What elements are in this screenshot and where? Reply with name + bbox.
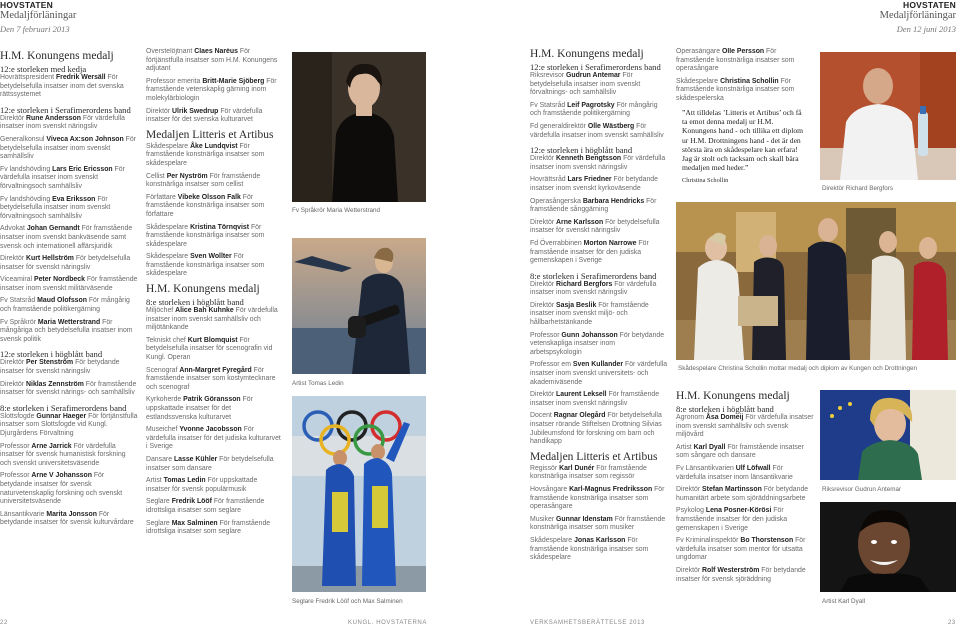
award-entry bbox=[530, 281, 668, 298]
recipient-name: Morton Narrowe bbox=[583, 239, 637, 247]
award-entry bbox=[530, 198, 668, 215]
award-motivation: För värdefulla insatser inom svenskt näringsliv bbox=[0, 114, 125, 131]
recipient-title: Professor em bbox=[530, 361, 571, 369]
recipient-title: Docent bbox=[530, 412, 552, 420]
recipient-title: Regissör bbox=[530, 464, 558, 472]
recipient-title: Fv landshövding bbox=[0, 165, 51, 173]
recipient-name: Max Salminen bbox=[171, 519, 218, 527]
text-column-1 bbox=[530, 48, 668, 612]
award-motivation: För framstående konstnärliga insatser som operasångare bbox=[676, 48, 795, 73]
recipient-title: Direktör bbox=[530, 155, 555, 163]
award-entry bbox=[676, 78, 814, 104]
award-entry bbox=[530, 123, 668, 140]
recipient-name: Olle Persson bbox=[721, 48, 765, 55]
award-entry bbox=[676, 567, 814, 584]
footer-publisher: KUNGL. HOVSTATERNA bbox=[348, 620, 427, 626]
award-motivation: För betydelsefulla insatser inom svenskt samhällsliv bbox=[0, 135, 136, 161]
award-entry bbox=[676, 537, 814, 563]
award-entry bbox=[0, 196, 138, 222]
award-entry bbox=[530, 486, 668, 512]
medal-class-heading: 12:e storleken i Serafimerordens band bbox=[0, 104, 131, 115]
caption-bergfors: Direktör Richard Bergfors bbox=[822, 185, 894, 192]
caption-ceremony: Skådespelare Christina Schollin mottar medalj och diplom av Kungen och Drottningen bbox=[678, 365, 918, 372]
recipient-name: Alice Bah Kuhnke bbox=[175, 307, 234, 315]
recipient-title: Direktör bbox=[530, 218, 555, 226]
award-motivation: För framstående konstnärliga insatser som skådespelare bbox=[146, 223, 265, 248]
recipient-name: Marita Jonsson bbox=[46, 510, 97, 518]
footer-page-number: 23 bbox=[948, 620, 956, 626]
recipient-name: Fredrik Lööf bbox=[171, 498, 212, 506]
schollin-quote bbox=[682, 108, 804, 184]
award-entry bbox=[146, 143, 282, 169]
header-date: Den 12 juni 2013 bbox=[896, 24, 956, 34]
award-motivation: För betydelsefulla insatser som dansare bbox=[146, 455, 274, 472]
footer-report-title: VERKSAMHETSBERÄTTELSE 2013 bbox=[530, 620, 645, 626]
recipient-title: Skådespelare bbox=[530, 536, 573, 544]
award-motivation: För framstående insatser för den judiska gemenskapen i Sverige bbox=[530, 239, 649, 265]
award-motivation: För framstående idrottsliga insatser som seglare bbox=[146, 498, 265, 514]
recipient-name: Niklas Zennström bbox=[26, 380, 84, 388]
recipient-name: Yvonne Jacobsson bbox=[179, 426, 242, 434]
recipient-title: Hovsångare bbox=[530, 485, 568, 493]
award-motivation: För framstående konstnärliga insatser som musiker bbox=[530, 515, 666, 532]
recipient-name: Rune Andersson bbox=[26, 114, 81, 122]
award-motivation: För framstående insatser som kostymtecknare och scenograf bbox=[146, 366, 276, 391]
recipient-title: Professor bbox=[0, 442, 30, 450]
award-motivation: För betydelsefulla insatser rörande Stiftelsen Drottning Silvias Jubileumsfond för forskning om barn och handikapp bbox=[530, 412, 662, 446]
caption-sailors: Seglare Fredrik Lööf och Max Salminen bbox=[292, 598, 403, 605]
award-entry bbox=[676, 48, 814, 74]
caption-antemar: Riksrevisor Gudrun Antemar bbox=[822, 486, 902, 493]
award-motivation: För framstående sånggärning bbox=[530, 197, 657, 214]
award-entry bbox=[0, 381, 138, 398]
award-entry bbox=[676, 444, 814, 461]
award-entry bbox=[0, 297, 138, 314]
award-entry bbox=[530, 391, 668, 408]
recipient-name: Lena Posner-Körösi bbox=[705, 507, 772, 515]
recipient-name: Laurent Leksell bbox=[556, 391, 607, 399]
award-motivation: För uppskattade insatser för svensk populärmusik bbox=[146, 477, 258, 493]
recipient-title: Fd generaldirektör bbox=[530, 122, 586, 130]
recipient-title: Hovrättspresident bbox=[0, 74, 55, 81]
award-motivation: För framstående konstnärliga insatser som skådespelare bbox=[146, 253, 265, 278]
recipient-name: Kristina Törnqvist bbox=[190, 223, 250, 231]
recipient-title: Direktör bbox=[676, 486, 701, 494]
award-motivation: För betydelsefulla insatser inom svenskt förvaltningsoch samhällsliv bbox=[0, 195, 111, 220]
recipient-title: Artist bbox=[146, 477, 162, 485]
award-motivation: För framstående insatser inom svenskt näringsliv bbox=[530, 391, 660, 407]
award-motivation: För värdefulla insatser inom svenskt näringsliv bbox=[530, 280, 657, 297]
recipient-title: Scenograf bbox=[146, 366, 178, 374]
award-motivation: För värdefulla insatser för svensk humanistisk forskning och svenskt universitetsväsende bbox=[0, 442, 126, 467]
recipient-title: Direktör bbox=[676, 566, 701, 574]
recipient-name: Fredrik Wersäll bbox=[55, 74, 106, 81]
award-entry bbox=[530, 176, 668, 193]
recipient-name: Gunnar Haeger bbox=[36, 412, 87, 420]
award-entry bbox=[146, 224, 282, 250]
award-motivation: För framstående konstnärliga insatser som skådespelerska bbox=[676, 77, 795, 102]
recipient-name: Per Nyström bbox=[166, 172, 208, 180]
recipient-name: Åsa Domeij bbox=[705, 414, 744, 421]
recipient-name: Ragnar Olegård bbox=[553, 412, 606, 420]
quote-author: Christina Schollin bbox=[682, 177, 729, 185]
award-entry bbox=[676, 507, 814, 533]
recipient-title: Agronom bbox=[676, 414, 704, 421]
recipient-title: Fv Statsråd bbox=[0, 297, 36, 305]
award-motivation: För framstående insatser som sångare och dansare bbox=[676, 443, 804, 460]
recipient-name: Sasja Beslik bbox=[556, 301, 597, 309]
award-entry bbox=[530, 465, 668, 482]
recipient-title: Psykolog bbox=[676, 507, 704, 515]
recipient-name: Arne Karlsson bbox=[556, 218, 604, 226]
recipient-title: Direktör bbox=[0, 255, 25, 263]
recipient-title: Direktör bbox=[530, 301, 555, 309]
recipient-title: Riksrevisor bbox=[530, 72, 565, 79]
recipient-title: Hovrättsråd bbox=[530, 176, 566, 184]
recipient-name: Sven Wollter bbox=[190, 253, 232, 261]
recipient-name: Stefan Martinsson bbox=[702, 486, 762, 494]
recipient-title: Artist bbox=[676, 443, 692, 451]
recipient-title: Direktör bbox=[530, 391, 555, 399]
award-entry bbox=[530, 332, 668, 358]
award-motivation: För värdefulla insatser för det judiska kulturarvet i Sverige bbox=[146, 426, 281, 451]
medal-class-heading: 12:e storleken i högblått band bbox=[0, 349, 103, 360]
recipient-name: Sven Kullander bbox=[572, 361, 624, 369]
recipient-name: Gunn Johansson bbox=[561, 331, 618, 339]
recipient-title: Skådespelare bbox=[146, 253, 189, 261]
recipient-title: Författare bbox=[146, 193, 176, 201]
recipient-name: Ulf Löfwall bbox=[735, 464, 771, 472]
award-entry bbox=[0, 136, 138, 162]
recipient-title: Direktör bbox=[0, 380, 25, 388]
award-entry bbox=[146, 307, 282, 333]
award-motivation: För betydelsefulla insatser för svenskt näringsliv bbox=[530, 218, 660, 235]
recipient-title: Länsantikvarie bbox=[0, 510, 45, 518]
footer-page-number: 22 bbox=[0, 620, 8, 626]
award-motivation: För mångårig och framstående politikergärning bbox=[0, 297, 130, 314]
recipient-name: Per Stenström bbox=[26, 359, 74, 367]
recipient-name: Arne V Johansson bbox=[31, 472, 92, 480]
award-motivation: För betydelsefulla insatser för svenskt näringsliv bbox=[0, 255, 131, 271]
header-subtitle: Medaljförläningar bbox=[879, 10, 956, 21]
award-entry bbox=[676, 414, 814, 440]
award-entry bbox=[0, 443, 138, 469]
recipient-name: Olle Wästberg bbox=[587, 122, 635, 130]
recipient-name: Ulrik Swedrup bbox=[172, 107, 219, 115]
recipient-name: Bo Thorstenson bbox=[740, 537, 794, 545]
award-motivation: För förtjänstfulla insatser som Slottsfogde vid Kungl. Djurgårdens Förvaltning bbox=[0, 412, 138, 437]
award-motivation: För framstående idrottsliga insatser som seglare bbox=[146, 519, 271, 536]
recipient-title: Fv landshövding bbox=[0, 195, 51, 203]
award-motivation: För värdefulla insatser inom svenskt näringsliv bbox=[530, 155, 666, 171]
award-motivation: För mångårig och framstående politikergärning bbox=[530, 101, 658, 118]
medal-class-heading: 12:e storleken i högblått band bbox=[530, 145, 633, 156]
award-motivation: För framstående konstnärliga insatser som cellist bbox=[146, 172, 261, 189]
medal-heading: H.M. Konungens medalj bbox=[146, 283, 260, 296]
recipient-name: Kurt Blomquist bbox=[187, 336, 238, 344]
recipient-title: Dansare bbox=[146, 455, 173, 463]
medal-class-heading: 8:e storleken i Serafimerordens band bbox=[0, 402, 127, 413]
recipient-name: Arne Jarrick bbox=[31, 442, 72, 450]
recipient-name: Kenneth Bengtsson bbox=[556, 155, 622, 163]
recipient-name: Gudrun Antemar bbox=[566, 72, 621, 79]
recipient-name: Viveca Ax:son Johnson bbox=[46, 135, 124, 143]
recipient-title: Generalkonsul bbox=[0, 135, 45, 143]
recipient-name: Gunnar Idenstam bbox=[556, 515, 613, 523]
recipient-name: Maria Wetterstrand bbox=[37, 318, 101, 326]
award-entry bbox=[0, 359, 138, 376]
award-motivation: För värdefulla insatser inom svenskt förvaltningsoch samhällsliv bbox=[0, 165, 125, 190]
award-entry bbox=[146, 367, 282, 393]
text-column-2-top bbox=[676, 48, 814, 104]
award-entry bbox=[146, 498, 282, 515]
recipient-title: Skådespelare bbox=[146, 223, 189, 231]
recipient-title: Operasångare bbox=[676, 48, 721, 55]
recipient-title: Cellist bbox=[146, 172, 165, 180]
award-entry bbox=[0, 255, 138, 272]
recipient-title: Musiker bbox=[530, 515, 555, 523]
award-entry bbox=[0, 319, 138, 345]
award-entry bbox=[146, 426, 282, 452]
award-entry bbox=[146, 520, 282, 537]
award-motivation: För framstående vetenskaplig gärning inom molekylärbiologin bbox=[146, 77, 277, 102]
award-motivation: För betydande insatser för svensk kulturvårdare bbox=[0, 510, 134, 527]
recipient-name: Britt-Marie Sjöberg bbox=[202, 77, 265, 85]
award-entry bbox=[530, 516, 668, 533]
award-motivation: För framstående insatser för svenskt närings- och samhällsliv bbox=[0, 380, 137, 397]
award-entry bbox=[676, 486, 814, 503]
bergfors-photo bbox=[820, 52, 956, 180]
wetterstrand-photo bbox=[292, 52, 426, 202]
award-motivation: För framstående konstnärliga insatser som författare bbox=[146, 193, 265, 218]
award-motivation: För värdefulla insatser inom svenskt samhällsliv och svensk miljövård bbox=[676, 414, 814, 439]
recipient-name: Maud Olofsson bbox=[37, 297, 87, 305]
award-motivation: För betydelsefulla insatser inom det svenska rättssystemet bbox=[0, 74, 124, 99]
recipient-title: Professor bbox=[0, 472, 30, 480]
award-motivation: För värdefulla insatser inom svenskt universitets- och akademiväsende bbox=[530, 361, 668, 386]
award-entry bbox=[0, 413, 138, 439]
recipient-name: Tomas Ledin bbox=[163, 477, 206, 485]
award-motivation: För värdefulla insatser inom svenskt samhällsliv bbox=[530, 122, 664, 139]
award-motivation: För värdefulla insatser för det svenska kulturarvet bbox=[146, 107, 263, 124]
award-motivation: För uppskattade insatser för det estlandssvenska kulturarvet bbox=[146, 396, 253, 421]
header-title: HOVSTATEN bbox=[0, 0, 53, 10]
recipient-title: Fd Överrabbinen bbox=[530, 239, 582, 247]
award-entry bbox=[0, 472, 138, 506]
recipient-title: Fv Statsråd bbox=[530, 101, 566, 109]
award-motivation: För framstående konstnärliga insatser som operasångare bbox=[530, 485, 665, 511]
text-column-2 bbox=[146, 48, 282, 610]
recipient-name: Karl Dunér bbox=[559, 464, 595, 472]
award-motivation: För framstående insatser inom svenskt bankväsende samt svensk och internationell affärsjuridik bbox=[0, 225, 133, 250]
recipient-name: Patrik Göransson bbox=[183, 396, 241, 404]
recipient-title: Seglare bbox=[146, 519, 170, 527]
award-entry bbox=[0, 276, 138, 293]
sailors-photo bbox=[292, 396, 426, 592]
ledin-photo bbox=[292, 238, 426, 374]
award-entry bbox=[146, 477, 282, 494]
medal-heading: Medaljen Litteris et Artibus bbox=[146, 128, 274, 141]
recipient-title: Direktör bbox=[530, 280, 555, 288]
award-entry bbox=[530, 240, 668, 266]
recipient-name: Jonas Karlsson bbox=[574, 536, 626, 544]
award-entry bbox=[146, 456, 282, 473]
award-motivation: För mångåriga och betydelsefulla insatser inom svensk politik bbox=[0, 318, 133, 343]
award-motivation: För betydande insatser för svensk naturvetenskaplig forskning och svenskt universitetsväsende bbox=[0, 472, 123, 506]
recipient-name: Ann-Margret Fyregård bbox=[179, 366, 252, 374]
award-motivation: För betydande insatser inom svenskt kyrkoväsende bbox=[530, 176, 658, 192]
award-motivation: För framstående insatser inom svenskt miljö- och hållbarhetstänkande bbox=[530, 301, 649, 327]
award-entry bbox=[0, 511, 138, 528]
recipient-name: Åke Lundqvist bbox=[190, 142, 238, 150]
recipient-name: Richard Bergfors bbox=[556, 280, 613, 288]
recipient-name: Eva Eriksson bbox=[52, 195, 96, 203]
recipient-name: Lars Friedner bbox=[567, 176, 612, 184]
recipient-title: Fv Kriminalinspektör bbox=[676, 537, 739, 545]
award-entry bbox=[530, 412, 668, 446]
caption-dyall: Artist Karl Dyall bbox=[822, 598, 866, 605]
recipient-name: Claes Naréus bbox=[194, 48, 238, 55]
recipient-name: Peter Nordbeck bbox=[33, 276, 85, 284]
medal-heading: H.M. Konungens medalj bbox=[530, 48, 644, 60]
caption-wetterstrand: Fv Språkrör Maria Wetterstrand bbox=[292, 207, 381, 214]
ceremony-photo bbox=[676, 202, 956, 360]
medal-class-heading: 8:e storleken i högblått band bbox=[676, 404, 774, 414]
award-entry bbox=[530, 102, 668, 119]
award-entry bbox=[676, 465, 814, 482]
header-title: HOVSTATEN bbox=[903, 0, 956, 10]
award-motivation: För framstående insatser för den judiska gemenskapen i Sverige bbox=[676, 507, 788, 532]
recipient-title: Advokat bbox=[0, 225, 25, 233]
award-entry bbox=[146, 194, 282, 220]
recipient-name: Lasse Kühler bbox=[173, 455, 218, 463]
antemar-photo bbox=[820, 390, 956, 480]
recipient-title: Slottsfogde bbox=[0, 412, 35, 420]
award-motivation: För betydelsefulla insatser inom svenskt förvaltnings- och samhällsliv bbox=[530, 72, 641, 97]
recipient-title: Tekniskt chef bbox=[146, 336, 186, 344]
caption-ledin: Artist Tomas Ledin bbox=[292, 380, 344, 387]
award-entry bbox=[530, 219, 668, 236]
award-motivation: För framstående insatser inom svenskt militärväsende bbox=[0, 276, 138, 292]
medal-heading: H.M. Konungens medalj bbox=[0, 50, 114, 62]
quote-text: ”Att tilldelas ’Litteris et Artibus’ och få ta emot denna medalj ur H.M. Konungens hand - och tillika ett diplom ur H.M. Drottningens hand - det är den största ära en skådespelare kan erfara! Jag är stolt och tacksam och skall bära medaljen med heder.” bbox=[682, 108, 804, 173]
recipient-name: Barbara Hendricks bbox=[582, 197, 645, 205]
medal-class-heading: 8:e storleken i högblått band bbox=[146, 297, 244, 308]
award-motivation: För framstående konstnärliga insatser som skådespelare bbox=[146, 142, 265, 167]
recipient-name: Rolf Westerström bbox=[702, 566, 760, 574]
award-motivation: För värdefulla insatser som mentor för utsatta ungdomar bbox=[676, 537, 806, 562]
recipient-title: Miljöchef bbox=[146, 307, 174, 315]
recipient-name: Kurt Hellström bbox=[26, 255, 74, 263]
award-entry bbox=[146, 337, 282, 363]
text-column-1 bbox=[0, 50, 138, 610]
award-entry bbox=[146, 173, 282, 190]
award-motivation: För betydelsefulla insatser för scenografin vid Kungl. Operan bbox=[146, 336, 273, 362]
award-entry bbox=[146, 108, 282, 125]
award-entry bbox=[146, 396, 282, 422]
recipient-name: Vibeke Olsson Falk bbox=[177, 193, 241, 201]
text-column-2-bottom bbox=[676, 390, 814, 612]
award-motivation: För betydande vetenskapliga insatser inom arbetspsykologin bbox=[530, 331, 665, 356]
dyall-photo bbox=[820, 502, 956, 592]
recipient-title: Operasångerska bbox=[530, 197, 581, 205]
medal-class-heading: 8:e storleken i Serafimerordens band bbox=[530, 270, 657, 281]
award-entry bbox=[530, 72, 668, 98]
medal-heading: H.M. Konungens medalj bbox=[676, 390, 790, 402]
award-motivation: För framstående konstnärliga insatser som skådespelare bbox=[530, 536, 649, 562]
recipient-title: Fv Länsantikvarien bbox=[676, 464, 734, 472]
award-motivation: För betydande insatser för svenskt näringsliv bbox=[0, 359, 120, 376]
award-entry bbox=[0, 115, 138, 132]
recipient-name: Lars Eric Ericsson bbox=[52, 165, 113, 173]
award-motivation: För värdefulla insatser inom länsantikvarie bbox=[676, 464, 793, 481]
recipient-title: Direktör bbox=[0, 359, 25, 367]
award-entry bbox=[530, 302, 668, 328]
medal-class-heading: 12:e storleken med kedja bbox=[0, 64, 87, 74]
recipient-title: Professor emerita bbox=[146, 77, 201, 85]
recipient-title: Museichef bbox=[146, 426, 178, 434]
recipient-title: Fv Språkrör bbox=[0, 318, 36, 326]
award-entry bbox=[0, 74, 138, 100]
recipient-name: Christina Schollin bbox=[720, 77, 779, 85]
recipient-title: Professor bbox=[530, 331, 560, 339]
recipient-title: Skådespelare bbox=[676, 77, 719, 85]
medal-heading: Medaljen Litteris et Artibus bbox=[530, 450, 658, 463]
recipient-title: Överstelöjtnant bbox=[146, 48, 193, 55]
recipient-title: Viceamiral bbox=[0, 276, 33, 284]
recipient-title: Direktör bbox=[146, 107, 171, 115]
medal-class-heading: 12:e storleken i Serafimerordens band bbox=[530, 62, 661, 72]
award-entry bbox=[146, 253, 282, 279]
award-entry bbox=[530, 155, 668, 172]
recipient-title: Skådespelare bbox=[146, 142, 189, 150]
header-subtitle: Medaljförläningar bbox=[0, 10, 77, 21]
award-motivation: För betydande insatser för svensk sjöräddning bbox=[676, 566, 806, 583]
award-entry bbox=[0, 225, 138, 251]
recipient-title: Kyrkoherde bbox=[146, 396, 182, 404]
recipient-title: Direktör bbox=[0, 114, 25, 122]
award-motivation: För betydande humanitärt arbete som sjöräddningsarbete bbox=[676, 486, 809, 502]
award-entry bbox=[146, 78, 282, 104]
recipient-name: Johan Gernandt bbox=[26, 225, 80, 233]
recipient-name: Karl Dyall bbox=[693, 443, 726, 451]
award-motivation: För framstående konstnärliga insatser som regissör bbox=[530, 464, 647, 481]
recipient-name: Leif Pagrotsky bbox=[567, 101, 615, 109]
award-motivation: För förtjänstfulla insatser som H.M. Konungens adjutant bbox=[146, 48, 278, 73]
award-motivation: För värdefulla insatser inom svenskt samhällsliv och miljötänkande bbox=[146, 307, 278, 332]
award-entry bbox=[530, 361, 668, 387]
recipient-title: Seglare bbox=[146, 498, 170, 506]
award-entry bbox=[0, 166, 138, 192]
award-entry bbox=[146, 48, 282, 74]
header-date: Den 7 februari 2013 bbox=[0, 24, 70, 34]
award-entry bbox=[530, 537, 668, 563]
recipient-name: Karl-Magnus Fredriksson bbox=[569, 485, 653, 493]
